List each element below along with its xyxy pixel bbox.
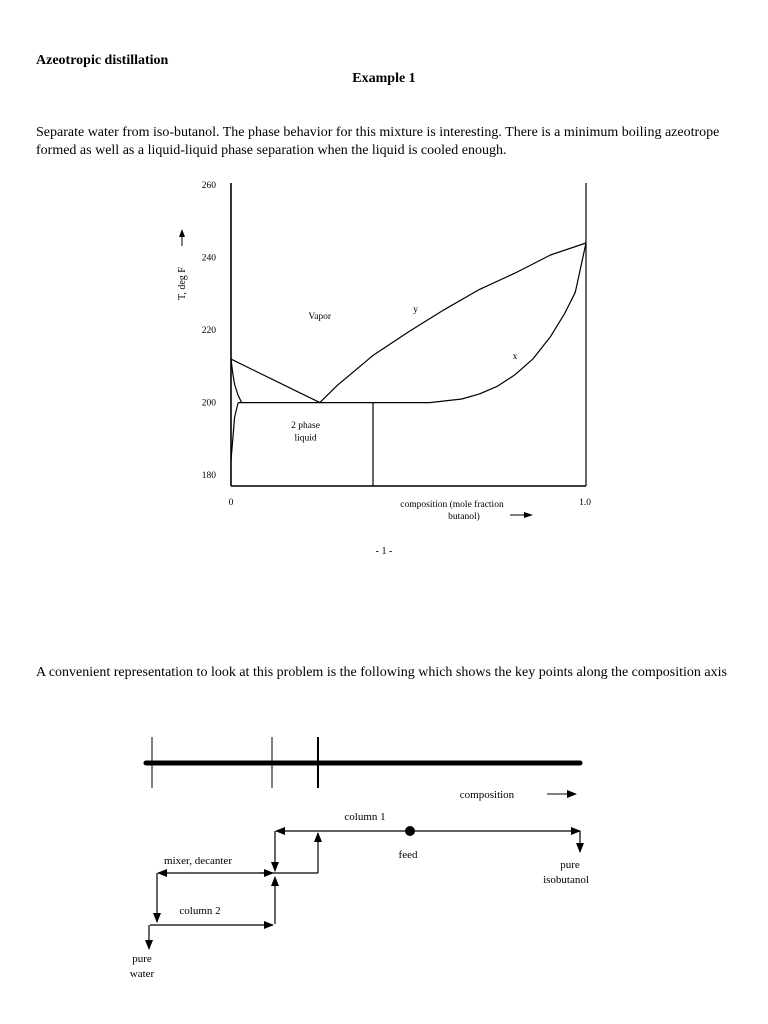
series-y-line — [231, 243, 586, 403]
series-x-line — [430, 243, 586, 403]
y-axis-label: T, deg F — [177, 267, 188, 300]
annotation-2-phase: 2 phase — [291, 420, 320, 431]
y-tick-label: 180 — [201, 471, 216, 482]
section-heading: Azeotropic distillation — [36, 53, 169, 68]
y-tick-label: 220 — [201, 326, 216, 337]
x-axis-label-line2: butanol) — [448, 512, 480, 522]
pure-isobutanol-label-line2: isobutanol — [543, 874, 589, 886]
feed-point — [405, 826, 415, 836]
column1-label: column 1 — [344, 811, 386, 823]
pure-water-label-line1: pure — [132, 953, 152, 965]
column2-label: column 2 — [179, 905, 221, 917]
feed-label: feed — [398, 849, 418, 861]
intro-paragraph: Separate water from iso-butanol. The phase behavior for this mixture is interesting. There is a minimum boiling azeotrope formed as well as a liquid-liquid phase separation when the liquid is cooled enough. — [36, 125, 720, 158]
composition-label: composition — [459, 789, 515, 801]
pure-water-label-line2: water — [129, 968, 155, 980]
x-axis-arrow-icon — [524, 512, 533, 518]
mixer-decanter-label: mixer, decanter — [164, 855, 232, 867]
annotation-liquid: liquid — [294, 433, 317, 444]
y-axis-arrow-icon — [179, 229, 185, 237]
x-axis-label-line1: composition (mole fraction — [400, 500, 504, 510]
x-tick-label: 1.0 — [579, 498, 591, 508]
example-title: Example 1 — [352, 71, 416, 86]
x-tick-label: 0 — [228, 498, 234, 508]
annotation-x: x — [512, 352, 518, 363]
series-left-solubility-line — [231, 403, 238, 461]
y-tick-label: 260 — [201, 181, 216, 191]
second-paragraph: A convenient representation to look at this problem is the following which shows the key points along the composition axis — [36, 665, 727, 680]
annotation-vapor: Vapor — [308, 312, 332, 323]
annotation-y: y — [413, 304, 418, 315]
chart-marks — [202, 181, 591, 508]
page-number: - 1 - — [375, 546, 393, 557]
y-tick-label: 200 — [201, 398, 216, 409]
series-left-boundary-line — [231, 359, 242, 403]
composition-process-diagram — [0, 720, 768, 1020]
pure-isobutanol-label-line1: pure — [560, 859, 580, 871]
y-tick-label: 240 — [201, 253, 216, 264]
